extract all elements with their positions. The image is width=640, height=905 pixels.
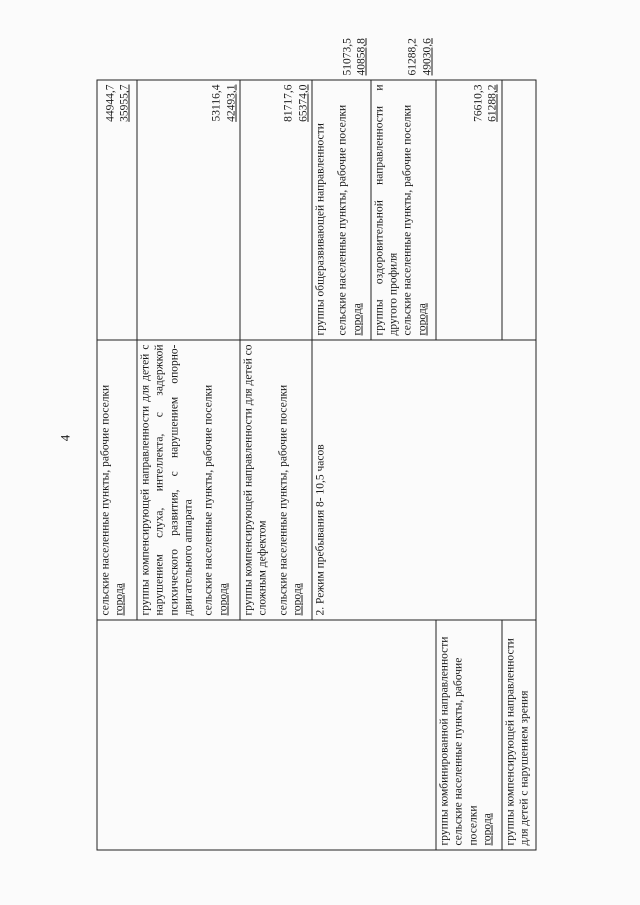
value-city: 65374,0	[297, 84, 310, 122]
row-desc	[371, 80, 437, 340]
row-values	[137, 80, 240, 340]
table-row	[97, 80, 137, 850]
row-desc	[137, 340, 240, 620]
group-title: группы оздоровительной направленности и другого профиля	[373, 84, 400, 336]
desc-city: города	[217, 583, 230, 616]
row-desc	[97, 340, 137, 620]
table-row: группы оздоровительной направленности и другого профиля сельские населенные пункты, рабочие поселки города 61288,2 49030,6	[371, 80, 437, 850]
group-title: группы компенсирующей направленности для детей с нарушением слуха, интеллекта, с задержкой психического развития, с нарушением опорно-двигательного аппарата	[139, 344, 195, 616]
value-rural: 53116,4	[210, 84, 223, 122]
desc-city: города	[113, 583, 126, 616]
group-title: группы компенсирующей направленности для детей с нарушением зрения	[504, 638, 531, 846]
row-desc	[436, 620, 502, 850]
value-rural: 44944,7	[104, 84, 117, 122]
value-rural: 76610,3	[472, 84, 485, 122]
desc-rural: сельские населенные пункты, рабочие поселки	[452, 657, 480, 846]
row-values	[97, 80, 137, 340]
group-title: группы общеразвивающей направленности	[314, 123, 327, 336]
desc-city: города	[291, 583, 304, 616]
row-values-empty	[502, 80, 536, 340]
table-row: 2. Режим пребывания 8- 10,5 часов группы общеразвивающей направленности сельские населенные пункты, рабочие поселки города 51073,5 40858,8	[312, 80, 371, 850]
value-city: 42493,1	[225, 84, 238, 122]
desc-rural: сельские населенные пункты, рабочие поселки	[99, 384, 112, 616]
row-values	[240, 80, 312, 340]
mode-cell-empty	[97, 620, 436, 850]
group-title: группы комбинированной направленности	[438, 636, 451, 846]
desc-rural: сельские населенные пункты, рабочие поселки	[336, 104, 349, 336]
mode-cell: 2. Режим пребывания 8- 10,5 часов	[312, 340, 536, 620]
page-number: 4	[57, 434, 73, 442]
row-desc	[502, 620, 536, 850]
value-city: 35955,7	[118, 84, 131, 122]
desc-rural: сельские населенные пункты, рабочие поселки	[202, 384, 215, 616]
desc-rural: сельские населенные пункты, рабочие поселки	[401, 104, 414, 336]
group-title: группы компенсирующей направленности для детей со сложным дефектом	[242, 344, 269, 616]
row-desc	[312, 80, 371, 340]
row-values	[436, 80, 502, 340]
desc-rural: сельские населенные пункты, рабочие поселки	[277, 384, 290, 616]
value-city: 61288,2	[486, 84, 499, 122]
desc-city: города	[416, 303, 429, 336]
tariff-table	[97, 38, 537, 851]
desc-city: города	[481, 813, 494, 846]
row-desc	[240, 340, 312, 620]
value-rural: 81717,6	[282, 84, 295, 122]
desc-city: города	[351, 303, 364, 336]
